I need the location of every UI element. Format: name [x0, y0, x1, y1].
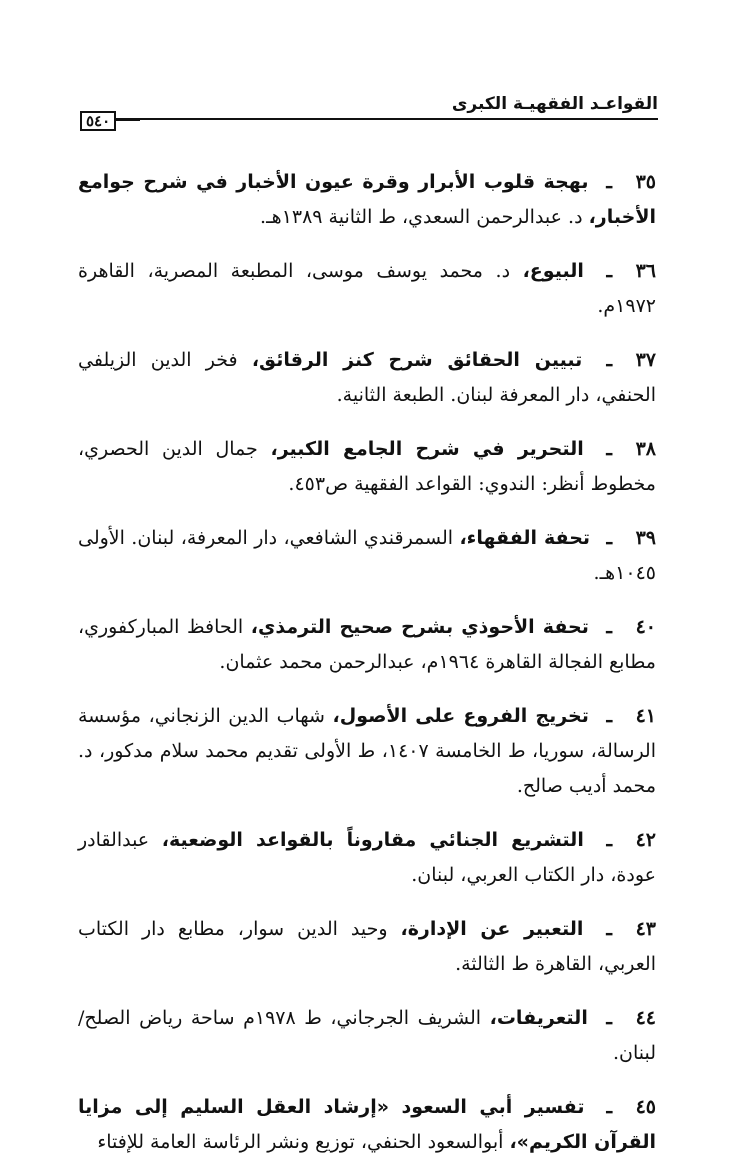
running-title: القواعـد الفقهيـة الكبرى	[451, 94, 658, 114]
entry-detail: أبوالسعود الحنفي، توزيع ونشر الرئاسة العامة للإفتاء	[97, 1131, 504, 1153]
list-item: ٤٥ـ تفسير أبي السعود «إرشاد العقل السليم إلى مزايا القرآن الكريم»، أبوالسعود الحنفي، توزيع ونشر الرئاسة العامة للإفتاء	[78, 1090, 656, 1160]
entry-title: تفسير أبي السعود «إرشاد العقل السليم إلى مزايا القرآن الكريم»،	[78, 1096, 656, 1153]
entry-title: التعبير عن الإدارة،	[400, 918, 584, 940]
entry-detail: فخر الدين الزيلفي الحنفي، دار المعرفة لبنان. الطبعة الثانية.	[78, 349, 656, 406]
list-item: ٤٠ـ تحفة الأحوذي بشرح صحيح الترمذي، الحافظ المباركفوري، مطابع الفجالة القاهرة ١٩٦٤م، عبدالرحمن محمد عثمان.	[78, 610, 656, 680]
entry-number: ٤٤	[635, 1007, 656, 1029]
entry-number: ٤١	[635, 705, 657, 727]
entry-number: ٣٧	[635, 349, 657, 371]
entry-detail: وحيد الدين سوار، مطابع دار الكتاب العربي، القاهرة ط الثالثة.	[78, 918, 656, 975]
entry-detail: الشريف الجرجاني، ط ١٩٧٨م ساحة رياض الصلح/ لبنان.	[78, 1007, 656, 1064]
list-item: ٣٧ـ تبيين الحقائق شرح كنز الرقائق، فخر الدين الزيلفي الحنفي، دار المعرفة لبنان. الطبعة الثانية.	[78, 343, 656, 413]
entry-title: تحفة الفقهاء،	[459, 527, 591, 549]
page-header	[80, 92, 658, 142]
entry-number: ٤٢	[635, 829, 657, 851]
page-number: ٥٤٠	[80, 111, 116, 131]
list-item: ٤١ـ تخريج الفروع على الأصول، شهاب الدين الزنجاني، مؤسسة الرسالة، سوريا، ط الخامسة ١٤٠٧، ط الأولى تقديم محمد سلام مدكور، د. محمد أديب صالح.	[78, 699, 656, 804]
entry-title: تحفة الأحوذي بشرح صحيح الترمذي،	[250, 616, 589, 638]
list-item: ٤٣ـ التعبير عن الإدارة، وحيد الدين سوار، مطابع دار الكتاب العربي، القاهرة ط الثالثة.	[78, 912, 656, 982]
entry-number: ٤٥	[635, 1096, 657, 1118]
list-item: ٣٩ـ تحفة الفقهاء، السمرقندي الشافعي، دار المعرفة، لبنان. الأولى ١٠٤٥هـ.	[78, 521, 656, 591]
header-rule	[80, 118, 658, 120]
entry-title: تخريج الفروع على الأصول،	[332, 705, 589, 727]
bibliography-list	[78, 146, 656, 1160]
entry-number: ٤٣	[635, 918, 656, 940]
entry-detail: الحافظ المباركفوري، مطابع الفجالة القاهرة ١٩٦٤م، عبدالرحمن محمد عثمان.	[78, 616, 656, 673]
list-item: ٣٦ـ البيوع، د. محمد يوسف موسى، المطبعة المصرية، القاهرة ١٩٧٢م.	[78, 254, 656, 324]
list-item: ٣٥ـ بهجة قلوب الأبرار وقرة عيون الأخبار في شرح جوامع الأخبار، د. عبدالرحمن السعدي، ط الثانية ١٣٨٩هـ.	[78, 165, 656, 235]
entry-title: التحرير في شرح الجامع الكبير،	[270, 438, 584, 460]
entry-number: ٤٠	[635, 616, 656, 638]
list-item: ٤٤ـ التعريفات، الشريف الجرجاني، ط ١٩٧٨م ساحة رياض الصلح/ لبنان.	[78, 1001, 656, 1071]
entry-number: ٣٥	[635, 171, 656, 193]
entry-title: التشريع الجنائي مقاروناً بالقواعد الوضعية،	[161, 829, 584, 851]
entry-number: ٣٩	[635, 527, 657, 549]
entry-title: التعريفات،	[489, 1007, 588, 1029]
entry-title: تبيين الحقائق شرح كنز الرقائق،	[251, 349, 583, 371]
entry-detail: د. عبدالرحمن السعدي، ط الثانية ١٣٨٩هـ.	[260, 206, 583, 228]
list-item: ٤٢ـ التشريع الجنائي مقاروناً بالقواعد الوضعية، عبدالقادر عودة، دار الكتاب العربي، لبنان.	[78, 823, 656, 893]
list-item: ٣٨ـ التحرير في شرح الجامع الكبير، جمال الدين الحصري، مخطوط أنظر: الندوي: القواعد الفقهية ص٤٥٣.	[78, 432, 656, 502]
entry-number: ٣٦	[635, 260, 657, 282]
entry-detail: شهاب الدين الزنجاني، مؤسسة الرسالة، سوريا، ط الخامسة ١٤٠٧، ط الأولى تقديم محمد سلام مدكور، د. محمد أديب صالح.	[78, 705, 656, 797]
entry-detail: السمرقندي الشافعي، دار المعرفة، لبنان. الأولى ١٠٤٥هـ.	[78, 527, 656, 584]
entry-title: البيوع،	[522, 260, 584, 282]
entry-number: ٣٨	[635, 438, 656, 460]
entry-detail: د. محمد يوسف موسى، المطبعة المصرية، القاهرة ١٩٧٢م.	[78, 260, 656, 317]
entry-detail: عبدالقادر عودة، دار الكتاب العربي، لبنان.	[78, 829, 656, 886]
entry-detail: جمال الدين الحصري، مخطوط أنظر: الندوي: القواعد الفقهية ص٤٥٣.	[78, 438, 656, 495]
entry-title: بهجة قلوب الأبرار وقرة عيون الأخبار في شرح جوامع الأخبار،	[78, 171, 656, 228]
